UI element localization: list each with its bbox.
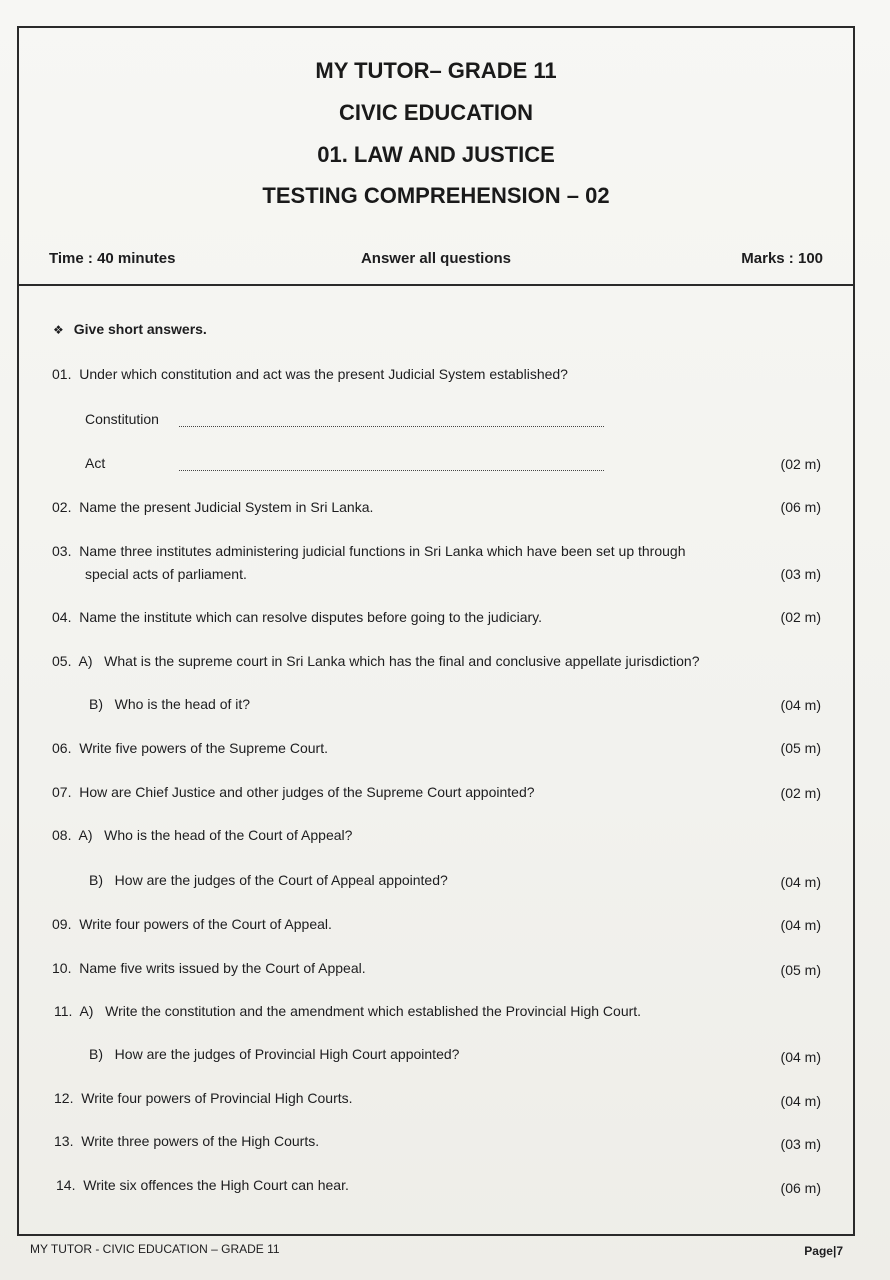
question-03-cont: special acts of parliament.	[85, 566, 247, 582]
act-label: Act	[85, 455, 106, 471]
header-title: MY TUTOR– GRADE 11	[315, 58, 557, 83]
question-08a: 08. A) Who is the head of the Court of Appeal?	[52, 827, 353, 843]
constitution-answer-line	[179, 426, 604, 427]
mark-q07: (02 m)	[780, 785, 821, 801]
footer-title: MY TUTOR - CIVIC EDUCATION – GRADE 11	[30, 1242, 280, 1256]
diamond-bullet-icon: ❖	[53, 323, 64, 337]
question-02: 02. Name the present Judicial System in Sri Lanka.	[52, 499, 374, 515]
question-05b: B) Who is the head of it?	[89, 696, 251, 712]
question-07: 07. How are Chief Justice and other judges of the Supreme Court appointed?	[52, 784, 535, 800]
question-13: 13. Write three powers of the High Courts.	[54, 1133, 320, 1149]
question-09: 09. Write four powers of the Court of Appeal.	[52, 916, 332, 932]
question-12: 12. Write four powers of Provincial High Courts.	[54, 1090, 353, 1106]
instruction-label: Answer all questions	[360, 250, 512, 267]
header-paper: TESTING COMPREHENSION – 02	[262, 183, 610, 208]
header-box	[19, 28, 853, 286]
mark-q01: (02 m)	[780, 456, 821, 472]
question-04: 04. Name the institute which can resolve disputes before going to the judiciary.	[52, 609, 543, 625]
constitution-label: Constitution	[85, 411, 159, 427]
mark-q11: (04 m)	[780, 1049, 821, 1065]
section-title: ❖ Give short answers.	[53, 321, 207, 337]
mark-q02: (06 m)	[780, 499, 821, 515]
question-11b: B) How are the judges of Provincial High Court appointed?	[89, 1046, 460, 1062]
question-01: 01. Under which constitution and act was the present Judicial System established?	[52, 366, 568, 382]
marks-label: Marks : 100	[741, 250, 823, 267]
question-03: 03. Name three institutes administering judicial functions in Sri Lanka which have been set up through	[52, 543, 686, 559]
mark-q12: (04 m)	[780, 1093, 821, 1109]
mark-q13: (03 m)	[780, 1136, 821, 1152]
mark-q08: (04 m)	[780, 874, 821, 890]
mark-q09: (04 m)	[780, 917, 821, 933]
question-11a: 11. A) Write the constitution and the amendment which established the Provincial High Court.	[54, 1003, 642, 1019]
time-label: Time : 40 minutes	[49, 250, 176, 267]
mark-q04: (02 m)	[780, 609, 821, 625]
header-subject: CIVIC EDUCATION	[339, 100, 533, 125]
mark-q06: (05 m)	[780, 740, 821, 756]
page-frame	[17, 26, 855, 1236]
mark-q03: (03 m)	[780, 566, 821, 582]
question-14: 14. Write six offences the High Court can hear.	[56, 1177, 349, 1193]
act-answer-line	[179, 470, 604, 471]
mark-q10: (05 m)	[780, 962, 821, 978]
question-05a: 05. A) What is the supreme court in Sri Lanka which has the final and conclusive appellate jurisdiction?	[52, 653, 700, 669]
header-unit: 01. LAW AND JUSTICE	[317, 142, 555, 167]
question-06: 06. Write five powers of the Supreme Court.	[52, 740, 328, 756]
mark-q05: (04 m)	[780, 697, 821, 713]
page-number: Page|7	[804, 1244, 843, 1258]
mark-q14: (06 m)	[780, 1180, 821, 1196]
question-10: 10. Name five writs issued by the Court of Appeal.	[52, 960, 366, 976]
question-08b: B) How are the judges of the Court of Appeal appointed?	[89, 872, 448, 888]
